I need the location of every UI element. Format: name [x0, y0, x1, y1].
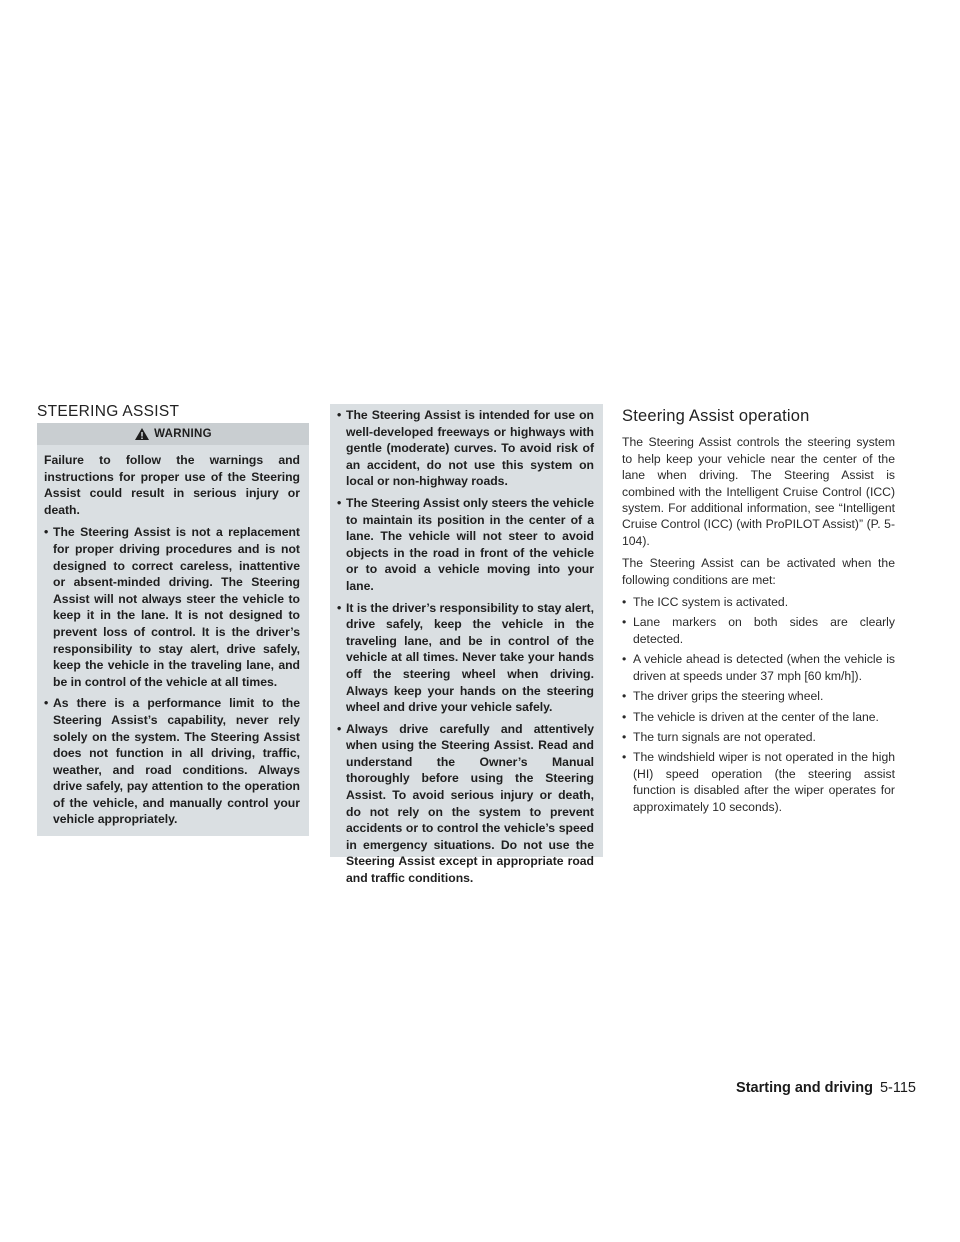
warning-item: • The Steering Assist is intended for use on well-developed freeways or highways with gentle (moderate) curves. To avoid risk of an accident, do not use this system on local or non-highway roads.	[337, 408, 594, 489]
condition-item: • The turn signals are not operated.	[622, 729, 816, 744]
condition-item: • Lane markers on both sides are clearly detected.	[622, 615, 895, 646]
warning-icon	[134, 427, 150, 441]
condition-item: • A vehicle ahead is detected (when the vehicle is driven at speeds under 37 mph [60 km/h]).	[622, 652, 895, 683]
operation-section	[622, 408, 895, 819]
page-number: 5-115	[879, 1080, 916, 1096]
operation-heading: Steering Assist operation	[622, 407, 810, 425]
operation-paragraph: The Steering Assist controls the steering system to help keep your vehicle near the center of the lane when driving. The Steering Assist is combined with the Intelligent Cruise Control (ICC) system. For additional information, see “Intelligent Cruise Control (ICC) (with ProPILOT Assist)” (P. 5-104).	[622, 435, 895, 548]
warning-item: • The Steering Assist is not a replacement for proper driving procedures and is not designed to correct careless, inattentive or absent-minded driving. The Steering Assist will not always steer the vehicle to keep it in the lane. It is not designed to prevent loss of control. It is the driver’s responsibility to stay alert, drive safely, keep the vehicle in the traveling lane, and be in control of the vehicle at all times.	[44, 525, 300, 689]
warning-intro: Failure to follow the warnings and instructions for proper use of the Steering Assist could result in serious injury or death.	[44, 453, 300, 517]
condition-item: • The windshield wiper is not operated in the high (HI) speed operation (the steering assist function is disabled after the wiper operates for approximately 10 seconds).	[622, 750, 895, 814]
warning-box-continued	[330, 404, 603, 886]
condition-item: • The ICC system is activated.	[622, 595, 789, 610]
condition-item: • The vehicle is driven at the center of the lane.	[622, 709, 879, 724]
warning-label: WARNING	[154, 427, 212, 440]
condition-item: • The driver grips the steering wheel.	[622, 689, 824, 704]
warning-item: • Always drive carefully and attentively when using the Steering Assist. Read and understand the Owner’s Manual thoroughly before using the Steering Assist. To avoid serious injury or death, do not rely on the system to prevent accidents or to control the vehicle’s speed in emergency situations. Do not use the Steering Assist except in appropriate road and traffic conditions.	[337, 721, 594, 886]
operation-paragraph: The Steering Assist can be activated when the following conditions are met:	[622, 556, 895, 587]
warning-header	[37, 423, 309, 445]
warning-item: • The Steering Assist only steers the vehicle to maintain its position in the center of a lane. The vehicle will not steer to avoid objects in the road in front of the vehicle or to avoid a vehicle moving into your lane.	[337, 495, 594, 593]
section-title: STEERING ASSIST	[37, 403, 180, 420]
footer-section: Starting and driving	[736, 1080, 873, 1096]
warning-item: • It is the driver’s responsibility to stay alert, drive safely, keep the vehicle in the traveling lane, and be in control of the vehicle at all times. Never take your hands off the steering wheel when driving. Always keep your hands on the steering wheel and drive your vehicle safely.	[337, 600, 594, 715]
warning-item: • As there is a performance limit to the Steering Assist’s capability, never rely solely on the system. The Steering Assist does not function in all driving, traffic, weather, and road conditions. Always drive safely, pay attention to the operation of the vehicle, and manually control your vehicle appropriately.	[44, 696, 300, 827]
page-footer	[736, 1080, 916, 1096]
warning-box	[37, 423, 309, 836]
